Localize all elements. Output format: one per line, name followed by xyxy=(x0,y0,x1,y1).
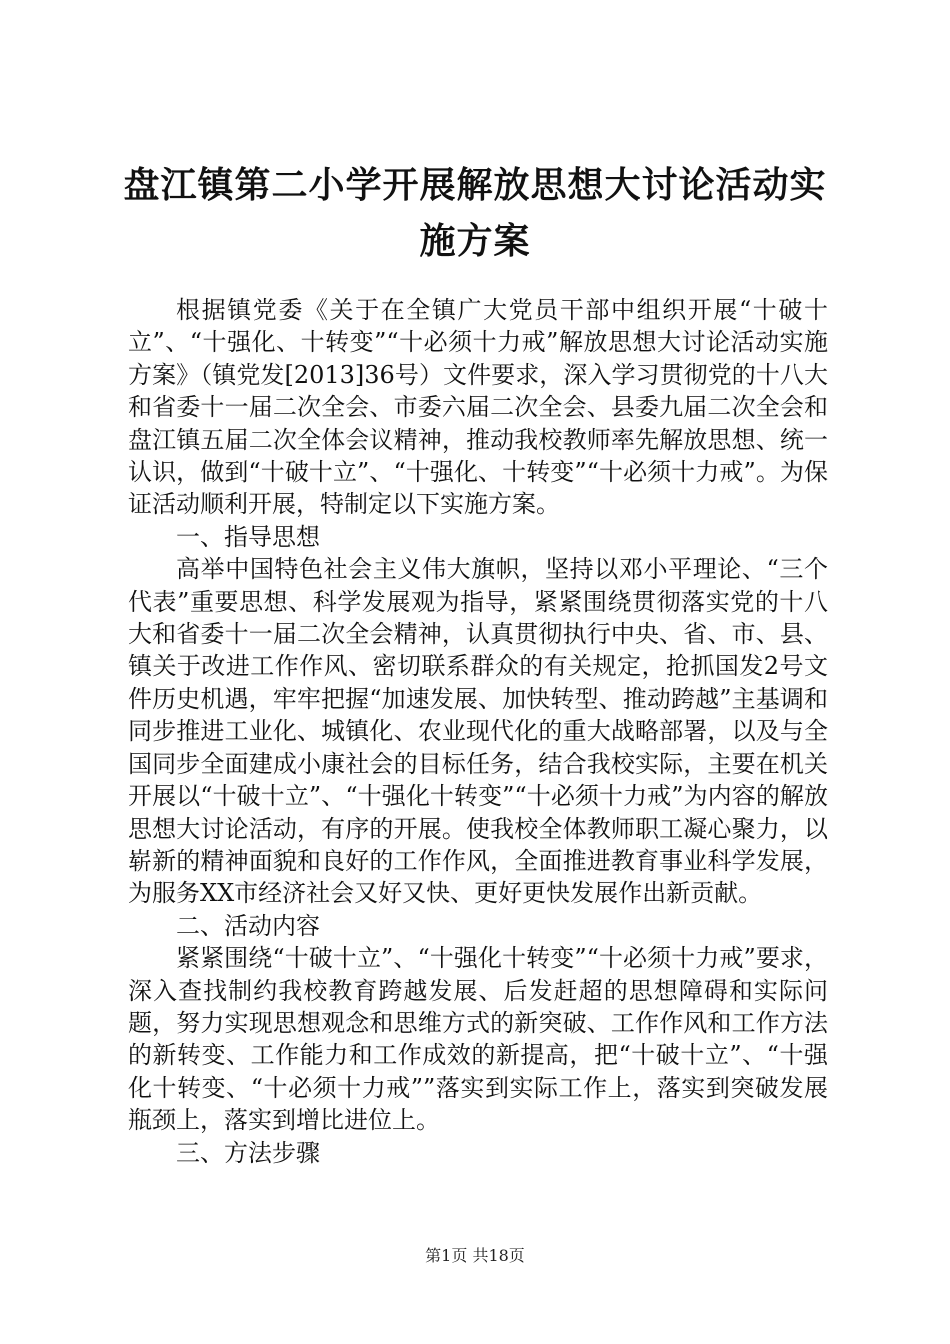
page-number-footer: 第1页 共18页 xyxy=(425,1246,525,1265)
document-body xyxy=(128,294,828,1169)
document-title: 盘江镇第二小学开展解放思想大讨论活动实施方案 xyxy=(123,165,827,262)
guiding-ideology-paragraph: 高举中国特色社会主义伟大旗帜，坚持以邓小平理论、“三个代表”重要思想、科学发展观为指导，紧紧围绕贯彻落实党的十八大和省委十一届二次全会精神，认真贯彻执行中央、省、市、县、镇关于改进工作作风、密切联系群众的有关规定，抢抓国发2号文件历史机遇，牢牢把握“加速发展、加快转型、推动跨越”主基调和同步推进工业化、城镇化、农业现代化的重大战略部署，以及与全国同步全面建成小康社会的目标任务，结合我校实际，主要在机关开展以“十破十立”、“十强化十转变”“十必须十力戒”为内容的解放思想大讨论活动，有序的开展。使我校全体教师职工凝心聚力，以崭新的精神面貌和良好的工作作风，全面推进教育事业科学发展，为服务XX市经济社会又好又快、更好更快发展作出新贡献。 xyxy=(128,555,828,908)
section-heading-activity-content: 二、活动内容 xyxy=(176,911,320,940)
section-heading-guiding-ideology: 一、指导思想 xyxy=(176,522,320,551)
section-heading-method-steps: 三、方法步骤 xyxy=(176,1138,320,1167)
intro-paragraph: 根据镇党委《关于在全镇广大党员干部中组织开展“十破十立”、“十强化、十转变”“十必须十力戒”解放思想大讨论活动实施方案》（镇党发[2013]36号）文件要求，深入学习贯彻党的十八大和省委十一届二次全会、市委六届二次全会、县委九届二次全会和盘江镇五届二次全体会议精神，推动我校教师率先解放思想、统一认识，做到“十破十立”、“十强化、十转变”“十必须十力戒”。为保证活动顺利开展，特制定以下实施方案。 xyxy=(128,296,828,519)
activity-content-paragraph: 紧紧围绕“十破十立”、“十强化十转变”“十必须十力戒”要求，深入查找制约我校教育跨越发展、后发赶超的思想障碍和实际问题，努力实现思想观念和思维方式的新突破、工作作风和工作方法的新转变、工作能力和工作成效的新提高，把“十破十立”、“十强化十转变、“十必须十力戒””落实到实际工作上，落实到突破发展瓶颈上，落实到增比进位上。 xyxy=(128,944,828,1135)
